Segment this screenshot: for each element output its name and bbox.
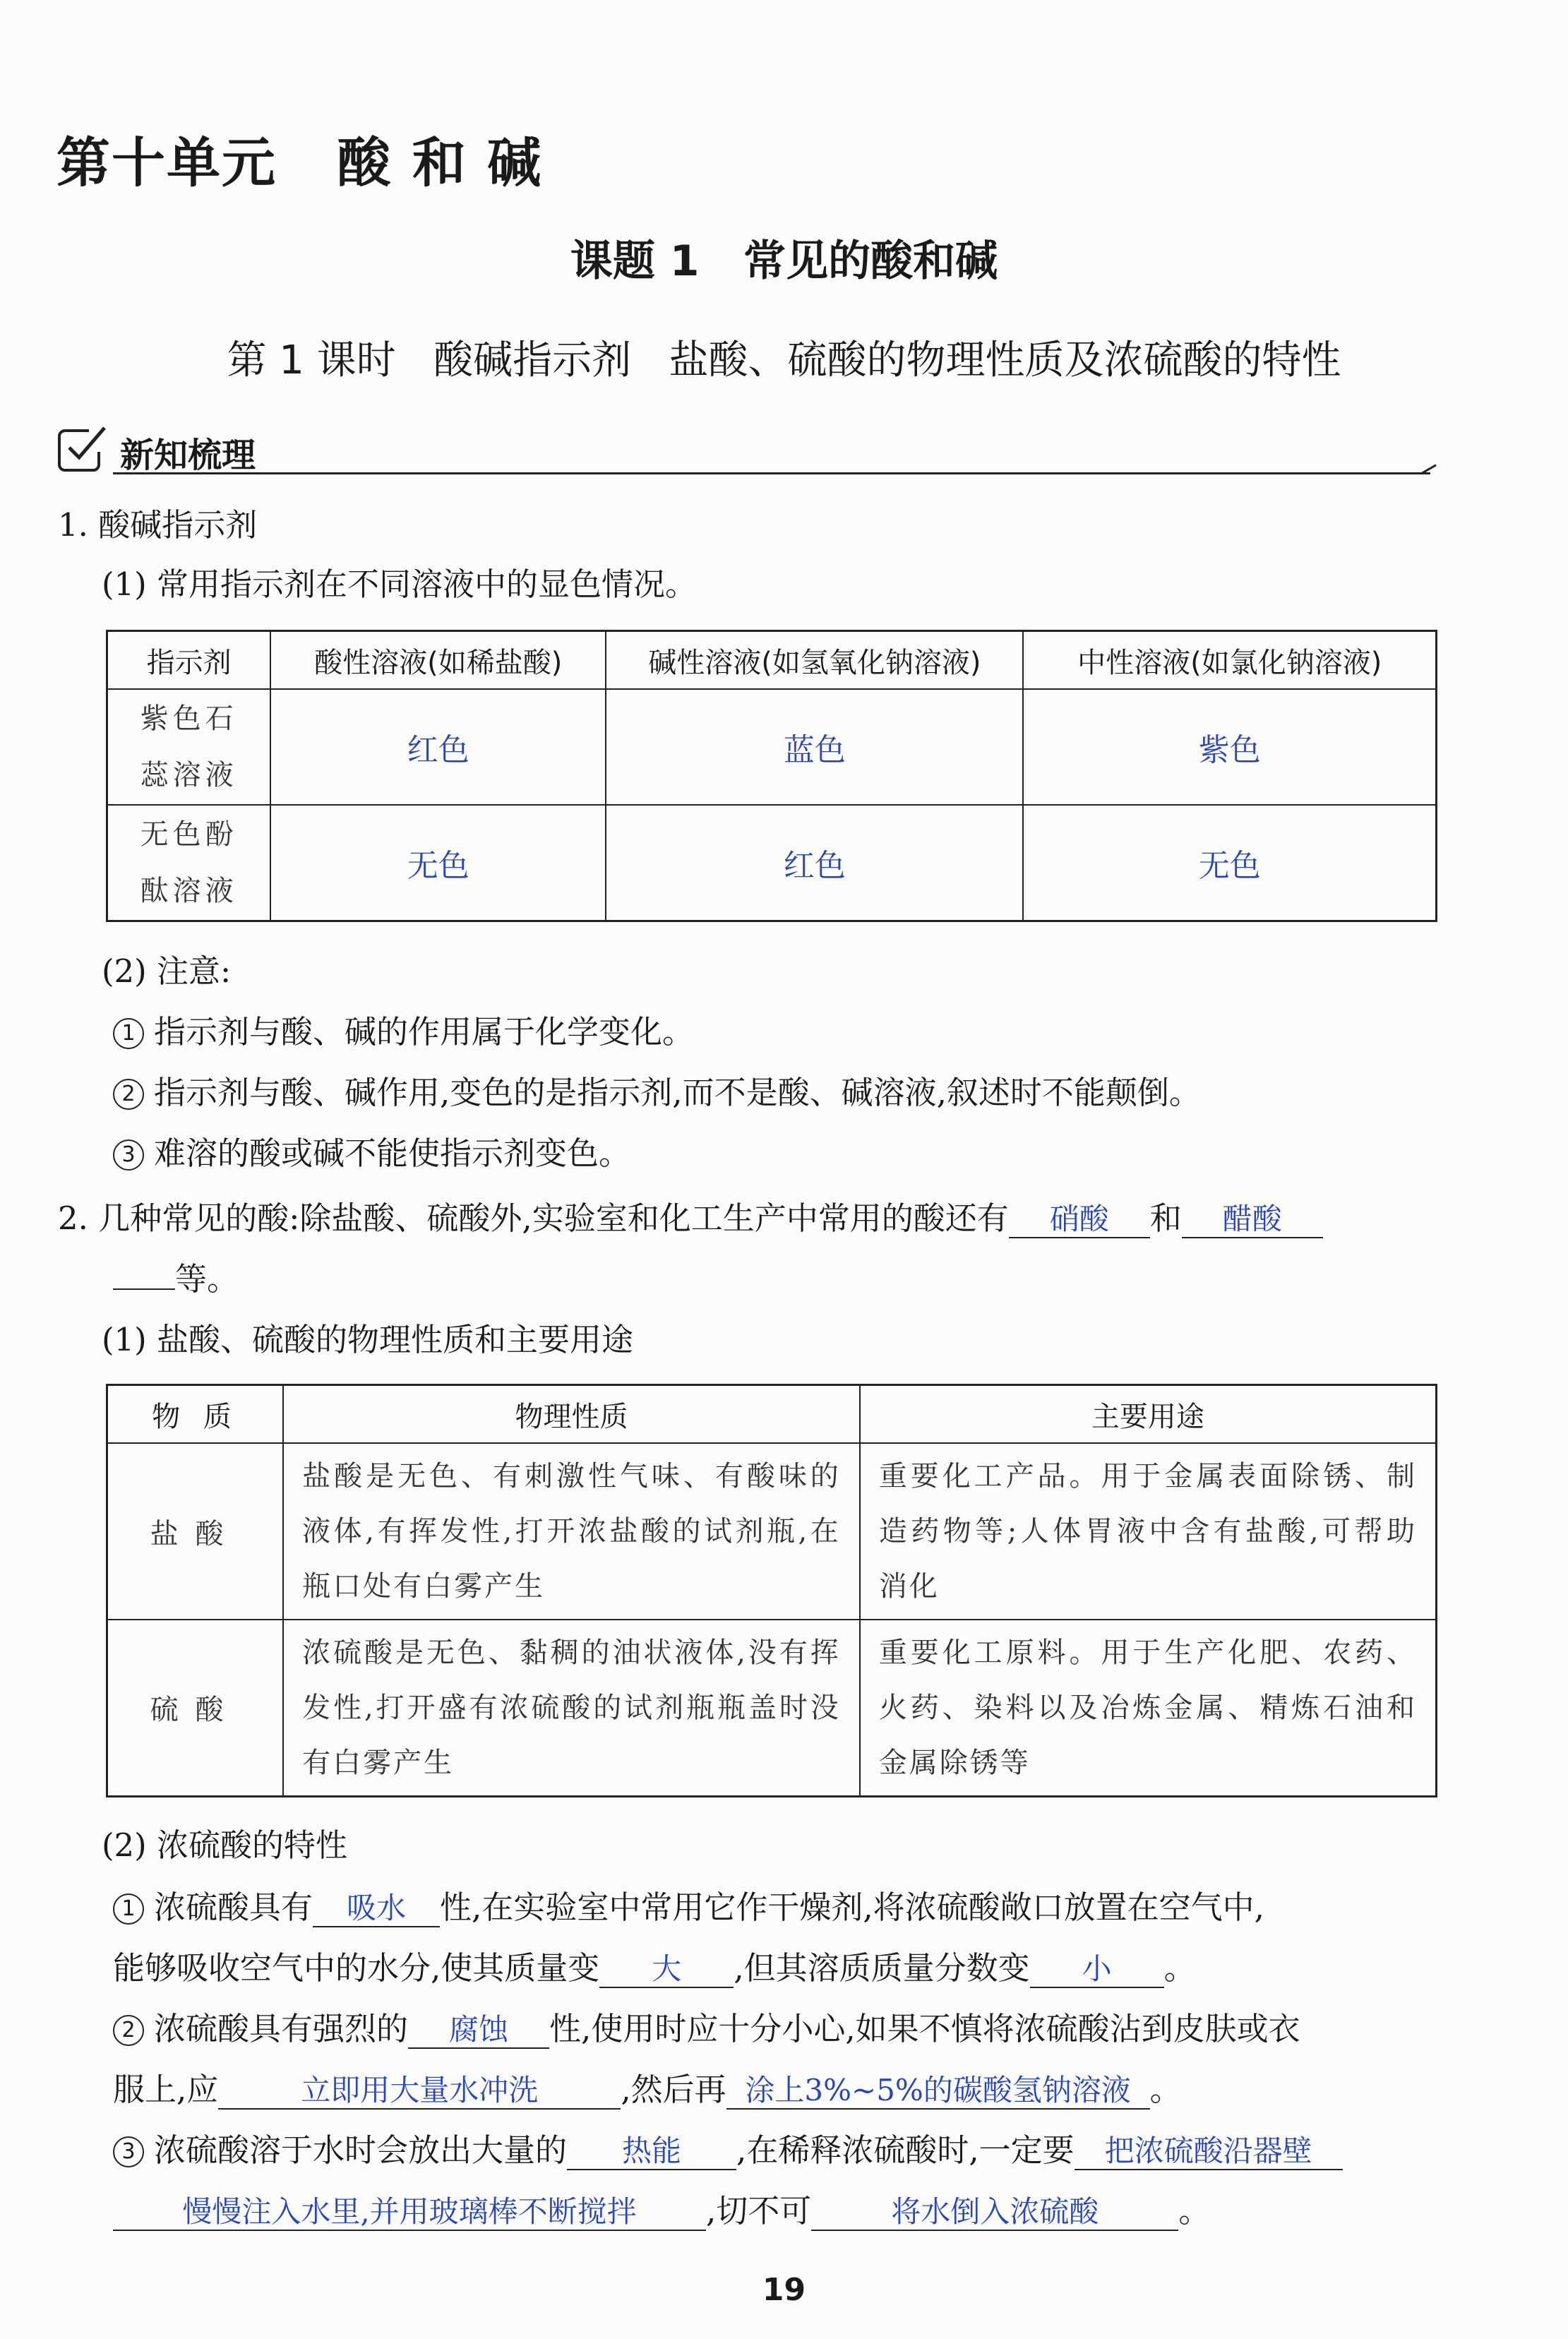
table-header: 中性溶液(如氯化钠溶液) (1023, 631, 1436, 690)
property-line: 3 浓硫酸溶于水时会放出大量的 热能 ,在稀释浓硫酸时,一定要 把浓硫酸沿器壁 (113, 2129, 1343, 2172)
answer-blank[interactable]: 小 (1030, 1951, 1164, 1988)
table-cell: 无色 (270, 805, 606, 921)
table-cell: 盐酸是无色、有刺激性气味、有酸味的液体,有挥发性,打开浓盐酸的试剂瓶,在瓶口处有白雾产生 (283, 1443, 860, 1620)
answer-blank[interactable]: 将水倒入浓硫酸 (811, 2194, 1178, 2231)
property-line: 1 浓硫酸具有 吸水 性,在实验室中常用它作干燥剂,将浓硫酸敞口放置在空气中, (113, 1886, 1264, 1929)
note-item: 2 指示剂与酸、碱作用,变色的是指示剂,而不是酸、碱溶液,叙述时不能颠倒。 (113, 1072, 1201, 1114)
table-row (107, 1620, 1437, 1796)
circled-number: 2 (113, 2015, 144, 2046)
note-item: 1 指示剂与酸、碱的作用属于化学变化。 (113, 1011, 694, 1053)
answer-blank[interactable]: 慢慢注入水里,并用玻璃棒不断搅拌 (113, 2194, 706, 2231)
answer-blank[interactable]: 吸水 (313, 1891, 440, 1927)
item2-sub1: (1) 盐酸、硫酸的物理性质和主要用途 (102, 1321, 634, 1358)
item1-heading: 1. 酸碱指示剂 (58, 506, 258, 544)
table-header-row (107, 1385, 1437, 1444)
item2-intro-cont: 等。 (113, 1258, 239, 1300)
table-header-row (107, 631, 1437, 690)
answer-blank-tail (113, 1288, 175, 1290)
lesson-title: 课题 1 常见的酸和碱 (570, 237, 998, 286)
table-header: 指示剂 (107, 631, 271, 690)
table-header: 主要用途 (860, 1385, 1437, 1444)
indicator-table (106, 630, 1437, 922)
table-cell: 红色 (270, 689, 606, 805)
table-cell: 红色 (606, 805, 1023, 921)
answer-blank[interactable]: 硝酸 (1009, 1202, 1150, 1238)
row-label: 无色酚 酞溶液 (107, 805, 271, 921)
table-header: 酸性溶液(如稀盐酸) (270, 631, 606, 690)
property-line: 能够吸收空气中的水分,使其质量变 大 ,但其溶质质量分数变 小 。 (113, 1949, 1196, 1987)
table-row (107, 805, 1437, 921)
circled-number: 1 (113, 1894, 144, 1925)
table-row (107, 1443, 1437, 1620)
table-header: 碱性溶液(如氢氧化钠溶液) (606, 631, 1023, 690)
answer-blank[interactable]: 把浓硫酸沿器壁 (1075, 2134, 1343, 2170)
table-row (107, 689, 1437, 805)
note-item: 3 难溶的酸或碱不能使指示剂变色。 (113, 1132, 630, 1175)
property-line: 服上,应 立即用大量水冲洗 ,然后再 涂上3%~5%的碳酸氢钠溶液 。 (113, 2071, 1182, 2108)
period-title: 第 1 课时 酸碱指示剂 盐酸、硫酸的物理性质及浓硫酸的特性 (227, 337, 1341, 383)
table-cell: 无色 (1023, 805, 1436, 921)
table-cell: 蓝色 (606, 689, 1023, 805)
property-line: 2 浓硫酸具有强烈的 腐蚀 性,使用时应十分小心,如果不慎将浓硫酸沾到皮肤或衣 (113, 2008, 1300, 2050)
row-label: 紫色石 蕊溶液 (107, 689, 271, 805)
item2-sub2: (2) 浓硫酸的特性 (102, 1826, 348, 1864)
property-line: 慢慢注入水里,并用玻璃棒不断搅拌 ,切不可 将水倒入浓硫酸 。 (113, 2190, 1210, 2232)
circled-number: 2 (113, 1079, 144, 1110)
item1-sub1: (1) 常用指示剂在不同溶液中的显色情况。 (102, 566, 698, 603)
circled-number: 3 (113, 1139, 144, 1171)
page-number: 19 (762, 2272, 806, 2308)
answer-blank[interactable]: 大 (599, 1951, 734, 1988)
answer-blank[interactable]: 涂上3%~5%的碳酸氢钠溶液 (726, 2073, 1150, 2110)
answer-blank[interactable]: 热能 (567, 2134, 736, 2170)
acid-properties-table (106, 1384, 1437, 1797)
table-header: 物 质 (107, 1385, 284, 1444)
section-label: 新知梳理 (120, 436, 256, 475)
item2-intro: 2. 几种常见的酸:除盐酸、硫酸外,实验室和化工生产中常用的酸还有 硝酸 和 醋酸 (58, 1197, 1323, 1240)
answer-blank[interactable]: 醋酸 (1182, 1202, 1323, 1238)
answer-blank[interactable]: 立即用大量水冲洗 (218, 2073, 621, 2110)
circled-number: 3 (113, 2136, 144, 2167)
checklist-icon (55, 424, 110, 473)
table-cell: 紫色 (1023, 689, 1436, 805)
answer-blank[interactable]: 腐蚀 (408, 2012, 549, 2049)
table-header: 物理性质 (283, 1385, 860, 1444)
table-cell: 浓硫酸是无色、黏稠的油状液体,没有挥发性,打开盛有浓硫酸的试剂瓶瓶盖时没有白雾产生 (283, 1620, 860, 1796)
section-header (55, 424, 1439, 474)
row-label: 盐酸 (107, 1443, 284, 1620)
row-label: 硫酸 (107, 1620, 284, 1796)
circled-number: 1 (113, 1018, 144, 1049)
item1-sub2: (2) 注意: (102, 952, 232, 990)
table-cell: 重要化工产品。用于金属表面除锈、制造药物等;人体胃液中含有盐酸,可帮助消化 (860, 1443, 1437, 1620)
table-cell: 重要化工原料。用于生产化肥、农药、火药、染料以及冶炼金属、精炼石油和金属除锈等 (860, 1620, 1437, 1796)
unit-title: 第十单元 酸 和 碱 (56, 131, 543, 194)
